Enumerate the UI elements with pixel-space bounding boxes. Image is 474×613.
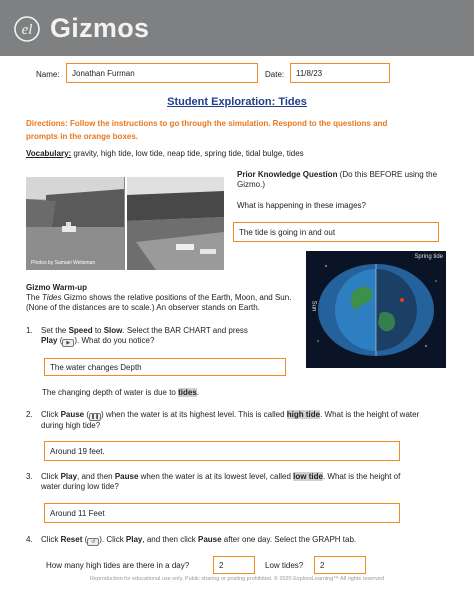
low-tides-answer: 2: [320, 560, 325, 570]
play-icon: ▶: [62, 339, 74, 347]
low-tides-answer-box[interactable]: [314, 556, 366, 574]
question-2-line-2: during high tide?: [41, 421, 101, 430]
prior-knowledge-note: (Do this BEFORE using the Gizmo.): [237, 170, 438, 189]
svg-text:el: el: [21, 22, 33, 38]
warmup-text: [26, 293, 302, 313]
question-2-answer-box[interactable]: [44, 441, 400, 461]
question-3-line-1: Click Play, and then Pause when the water is at its lowest level, called low tide. What is the height of: [41, 472, 401, 481]
high-tides-answer: 2: [219, 560, 224, 570]
question-number: 2.: [26, 410, 33, 419]
question-1-followup: The changing depth of water is due to tides.: [42, 388, 199, 397]
question-4-line-1: Click Reset ( ↺ ). Click Play, and then click Pause after one day. Select the GRAPH tab.: [41, 535, 357, 545]
prior-knowledge-answer-box[interactable]: [233, 222, 439, 242]
question-2-line-1: Click Pause ( ❚❚ ) when the water is at its highest level. This is called high tide. What is the height of water: [41, 410, 420, 420]
directions-line-1: Directions: Follow the instructions to go through the simulation. Respond to the questions and: [26, 119, 388, 128]
question-number: 3.: [26, 472, 33, 481]
harbor-photo-pair: [26, 177, 224, 270]
spring-tide-label: Spring tide: [414, 254, 443, 260]
directions: [26, 117, 446, 143]
low-tides-label: Low tides?: [265, 561, 304, 570]
question-3-answer-box[interactable]: [44, 503, 400, 523]
prior-knowledge-title: Prior Knowledge Question: [237, 170, 338, 179]
question-3-line-2: water during low tide?: [41, 482, 119, 491]
vocabulary: [26, 149, 456, 158]
copyright-footer: Reproduction for educational use only. Public sharing or posting prohibited. © 2020 ExploreLearning™ All rights reserved: [89, 576, 385, 582]
tide-photos: [26, 177, 224, 270]
question-number: 1.: [26, 326, 33, 335]
question-1-line-1: Set the Speed to Slow. Select the BAR CHART and press: [41, 326, 248, 335]
reset-icon: ↺: [87, 538, 99, 546]
gizmos-header: [0, 0, 474, 56]
question-2-answer: Around 19 feet.: [50, 446, 105, 456]
name-value: Jonathan Furman: [72, 68, 135, 78]
date-label: Date:: [265, 70, 285, 79]
warmup-text-pre: The: [26, 293, 43, 302]
question-3-answer: Around 11 Feet: [50, 508, 105, 518]
gizmo-earth-image: [306, 251, 446, 368]
gizmos-logo-icon: [14, 16, 40, 42]
date-field[interactable]: [290, 63, 390, 83]
photo-credit: Photos by Samuel Weitzman: [31, 260, 96, 266]
sun-label: Sun: [310, 300, 317, 312]
app-name: Gizmos: [50, 13, 150, 43]
page-title: Student Exploration: Tides: [167, 96, 307, 108]
question-1-answer: The water changes Depth: [50, 362, 142, 372]
warmup-title: Gizmo Warm-up: [26, 283, 88, 292]
prior-knowledge-heading: [237, 170, 452, 190]
question-1-followup-answer: tides: [178, 388, 197, 397]
earth-tidal-bulge-graphic: [306, 251, 446, 368]
prior-knowledge-question: What is happening in these images?: [237, 201, 366, 210]
prior-knowledge-answer: The tide is going in and out: [239, 227, 336, 237]
high-tides-answer-box[interactable]: [213, 556, 255, 574]
date-value: 11/8/23: [296, 68, 323, 78]
question-number: 4.: [26, 535, 33, 544]
vocab-label: Vocabulary:: [26, 149, 72, 158]
warmup-text-post: Gizmo shows the relative positions of the Earth, Moon, and Sun. (None of the distances are to scale.) An observer stands on Earth.: [26, 293, 292, 312]
question-1-line-2: Play ( ▶ ). What do you notice?: [41, 336, 155, 346]
vocab-text: gravity, high tide, low tide, neap tide, spring tide, tidal bulge, tides: [71, 149, 304, 158]
question-1-answer-box[interactable]: [44, 358, 286, 376]
name-field[interactable]: [66, 63, 258, 83]
pause-icon: ❚❚: [90, 414, 100, 420]
warmup-text-gizmo-name: Tides: [42, 293, 62, 302]
name-label: Name:: [36, 70, 60, 79]
high-tides-label: How many high tides are there in a day?: [46, 561, 190, 570]
directions-line-2: prompts in the orange boxes.: [26, 132, 139, 141]
